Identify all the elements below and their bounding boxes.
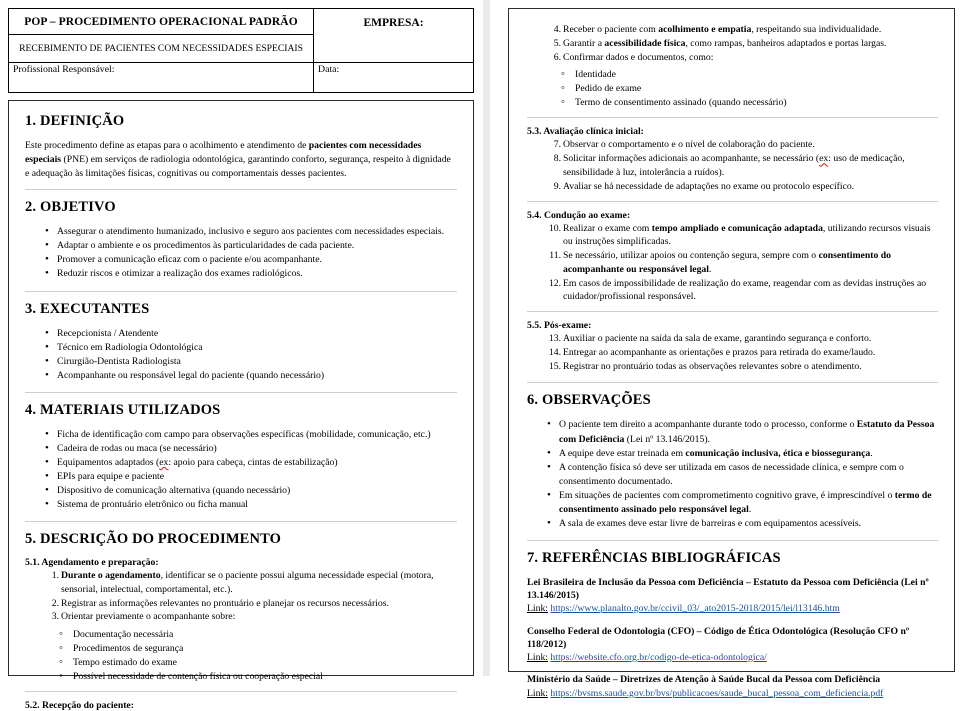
reference-entry: [527, 625, 938, 665]
executantes-bullet-list: [25, 327, 457, 383]
list-item-text: Avaliar se há necessidade de adaptações no exame ou protocolo específico.: [563, 180, 855, 192]
list-item-text: Entregar ao acompanhante as orientações e prazos para retirada do exame/laudo.: [563, 346, 876, 358]
list-item: • Assegurar o atendimento humanizado, inclusivo e seguro aos pacientes com necessidades especiais.: [45, 225, 457, 239]
observacoes-bullet-list: [527, 418, 938, 531]
subsection-heading-5-1: 5.1. Agendamento e preparação:: [25, 557, 159, 569]
list-item-text: Confirmar dados e documentos, como:: [563, 51, 714, 63]
reference-title: Ministério da Saúde – Diretrizes de Atenção à Saúde Bucal da Pessoa com Deficiência: [527, 674, 881, 686]
list-number: 4.: [553, 24, 561, 35]
conducao-numbered-list: [527, 222, 938, 305]
objetivo-bullet-list: [25, 225, 457, 281]
header-pop-title: POP – PROCEDIMENTO OPERACIONAL PADRÃO: [9, 9, 314, 35]
list-item: [549, 138, 938, 152]
list-item-text: Solicitar informações adicionais ao acompanhante, se necessário (ex: uso de medicação, sensibilidade à luz, intolerância a ruídos).: [563, 153, 905, 179]
left-content-frame: [8, 100, 474, 711]
recepcao-numbered-list: [527, 23, 938, 64]
list-item: ◦ Documentação necessária: [59, 628, 457, 642]
header-table-row-title: [9, 9, 474, 35]
divider: [25, 521, 457, 522]
section-heading-descricao: 5. DESCRIÇÃO DO PROCEDIMENTO: [25, 531, 282, 548]
reference-link[interactable]: https://website.cfo.org.br/codigo-de-etica-odontologica/: [550, 651, 767, 663]
subsection-heading-5-3: 5.3. Avaliação clínica inicial:: [527, 126, 644, 138]
posexame-numbered-list: [527, 332, 938, 373]
list-item: • Técnico em Radiologia Odontológica: [45, 341, 457, 355]
list-item-text: Registrar as informações relevantes no prontuário e planejar os recursos necessários.: [61, 597, 389, 609]
list-item-text: Receber o paciente com acolhimento e empatia, respeitando sua individualidade.: [563, 24, 882, 35]
list-item: • Recepcionista / Atendente: [45, 327, 457, 341]
list-item: [549, 51, 938, 65]
header-empresa-label: EMPRESA:: [314, 9, 474, 63]
list-item: [549, 222, 938, 250]
list-item: • Adaptar o ambiente e os procedimentos às particularidades de cada paciente.: [45, 239, 457, 253]
list-item: [47, 569, 457, 597]
materiais-bullet-list: [25, 428, 457, 512]
list-item: [549, 249, 938, 277]
list-number: 2.: [51, 597, 59, 609]
list-item: [549, 37, 938, 51]
list-number: 10.: [548, 222, 561, 234]
subsection-heading-5-4: 5.4. Condução ao exame:: [527, 209, 631, 221]
reference-link-row: [527, 687, 938, 701]
list-item: ◦ Pedido de exame: [561, 82, 938, 96]
list-item: [549, 346, 938, 360]
reference-link[interactable]: https://bvsms.saude.gov.br/bvs/publicacoes/saude_bucal_pessoa_com_deficiencia.pdf: [550, 687, 884, 699]
divider: [527, 201, 938, 202]
link-label: Link:: [527, 651, 548, 663]
section-heading-materiais: 4. MATERIAIS UTILIZADOS: [25, 401, 221, 418]
divider: [527, 540, 938, 541]
divider: [25, 691, 457, 692]
list-number: 13.: [548, 333, 561, 345]
list-item: • Cadeira de rodas ou maca (se necessário): [45, 442, 457, 456]
list-item-text: Durante o agendamento, identificar se o paciente possui alguma necessidade especial (motora, sensorial, intelectual, comportamental, etc.).: [61, 570, 434, 595]
list-item-text: Se necessário, utilizar apoios ou contenção segura, sempre com o consentimento do acompanhante ou responsável legal.: [563, 250, 891, 275]
divider: [527, 382, 938, 383]
list-number: 11.: [549, 250, 561, 262]
agendamento-numbered-list: [25, 569, 457, 624]
section-heading-referencias: 7. REFERÊNCIAS BIBLIOGRÁFICAS: [527, 549, 781, 566]
list-item-text: Realizar o exame com tempo ampliado e comunicação adaptada, utilizando recursos visuais ou instruções simplificadas.: [563, 222, 931, 248]
list-item: • Sistema de prontuário eletrônico ou ficha manual: [45, 498, 457, 512]
list-number: 6.: [553, 51, 561, 63]
list-item: [47, 610, 457, 624]
subsection-heading-5-2: 5.2. Recepção do paciente:: [25, 700, 134, 711]
list-item: • Cirurgião-Dentista Radiologista: [45, 355, 457, 369]
section-heading-observacoes: 6. OBSERVAÇÕES: [527, 392, 651, 409]
list-item: • A equipe deve estar treinada em comunicação inclusiva, ética e biossegurança.: [547, 447, 938, 461]
list-item-text: Garantir a acessibilidade física, como rampas, banheiros adaptados e portas largas.: [563, 37, 887, 49]
page-right: [502, 0, 961, 699]
list-item: ◦ Identidade: [561, 68, 938, 82]
list-item-text: Registrar no prontuário todas as observações relevantes sobre o atendimento.: [563, 360, 862, 372]
section-heading-objetivo: 2. OBJETIVO: [25, 199, 116, 216]
list-item: • Em situações de pacientes com comprometimento cognitivo grave, é imprescindível o termo de consentimento assinado pelo responsável legal.: [547, 489, 938, 517]
list-item: • O paciente tem direito a acompanhante durante todo o processo, conforme o Estatuto da Pessoa com Deficiência (Lei nº 13.146/2015).: [547, 418, 938, 446]
list-item: ◦ Procedimentos de segurança: [59, 642, 457, 656]
list-number: 15.: [548, 360, 561, 372]
header-data-label: Data:: [314, 63, 474, 93]
header-responsavel-label: Profissional Responsável:: [9, 63, 314, 93]
list-item: • Dispositivo de comunicação alternativa (quando necessário): [45, 484, 457, 498]
list-item: • Acompanhante ou responsável legal do paciente (quando necessário): [45, 369, 457, 383]
list-item: ◦ Termo de consentimento assinado (quando necessário): [561, 96, 938, 110]
page-gap: [482, 0, 502, 676]
divider: [527, 311, 938, 312]
list-item-text: Em casos de impossibilidade de realização do exame, reagendar com as devidas instruções ao cuidador/profissional responsável.: [563, 277, 927, 303]
divider: [25, 392, 457, 393]
list-item: • EPIs para equipe e paciente: [45, 470, 457, 484]
list-number: 12.: [548, 277, 561, 289]
recepcao-sub-list: [527, 68, 938, 110]
header-table: [8, 8, 474, 93]
list-item: • Equipamentos adaptados (ex: apoio para cabeça, cintas de estabilização): [45, 456, 457, 470]
list-number: 9.: [553, 180, 561, 192]
list-item: • A contenção física só deve ser utilizada em casos de necessidade clínica, e sempre com o consentimento documentado.: [547, 461, 938, 489]
reference-entry: [527, 673, 938, 700]
list-item: • Ficha de identificação com campo para observações específicas (mobilidade, comunicação, etc.): [45, 428, 457, 442]
list-number: 1.: [51, 570, 59, 582]
divider: [25, 291, 457, 292]
section-heading-executantes: 3. EXECUTANTES: [25, 300, 150, 317]
reference-link[interactable]: https://www.planalto.gov.br/ccivil_03/_ato2015-2018/2015/lei/l13146.htm: [550, 603, 840, 615]
link-label: Link:: [527, 603, 548, 615]
section-heading-definicao: 1. DEFINIÇÃO: [25, 113, 125, 129]
list-item: [549, 332, 938, 346]
subsection-heading-5-5: 5.5. Pós-exame:: [527, 320, 592, 332]
list-number: 3.: [51, 611, 59, 623]
header-subtitle: RECEBIMENTO DE PACIENTES COM NECESSIDADES ESPECIAIS: [9, 35, 314, 63]
reference-link-row: [527, 602, 938, 616]
list-item: ◦ Tempo estimado do exame: [59, 656, 457, 670]
reference-title: Lei Brasileira de Inclusão da Pessoa com Deficiência – Estatuto da Pessoa com Deficiência (Lei nº 13.146/2015): [527, 576, 929, 602]
right-content-frame: [508, 8, 955, 699]
link-label: Link:: [527, 687, 548, 699]
list-item: • Reduzir riscos e otimizar a realização dos exames radiológicos.: [45, 267, 457, 281]
list-item: [549, 152, 938, 180]
list-item: • Promover a comunicação eficaz com o paciente e/ou acompanhante.: [45, 253, 457, 267]
list-item: [549, 360, 938, 374]
list-number: 5.: [553, 37, 561, 49]
list-item: • A sala de exames deve estar livre de barreiras e com equipamentos acessíveis.: [547, 517, 938, 531]
list-number: 7.: [553, 139, 561, 151]
list-item-text: Observar o comportamento e o nível de colaboração do paciente.: [563, 139, 815, 151]
list-item: [549, 277, 938, 305]
divider: [527, 117, 938, 118]
list-item: [549, 23, 938, 37]
list-item-text: Auxiliar o paciente na saída da sala de exame, garantindo segurança e conforto.: [563, 333, 872, 345]
reference-link-row: [527, 651, 938, 665]
agendamento-sub-list: [25, 628, 457, 684]
avaliacao-numbered-list: [527, 138, 938, 193]
definicao-paragraph: Este procedimento define as etapas para o acolhimento e atendimento de pacientes com necessidades especiais (PNE) em serviços de radiologia odontológica, garantindo conforto, segurança, respeito à dignidade e adequação às limitações físicas, cognitivas ou comportamentais desses pacientes.: [25, 140, 451, 179]
list-item: [549, 180, 938, 194]
list-number: 8.: [553, 153, 561, 165]
list-item: ◦ Possível necessidade de contenção física ou cooperação especial: [59, 670, 457, 684]
header-table-row-responsavel: [9, 63, 474, 93]
list-number: 14.: [548, 346, 561, 358]
divider: [25, 189, 457, 190]
reference-title: Conselho Federal de Odontologia (CFO) – Código de Ética Odontológica (Resolução CFO nº 118/2012): [527, 625, 910, 650]
list-item-text: Orientar previamente o acompanhante sobre:: [61, 611, 236, 623]
list-item: [47, 597, 457, 611]
reference-entry: [527, 576, 938, 616]
